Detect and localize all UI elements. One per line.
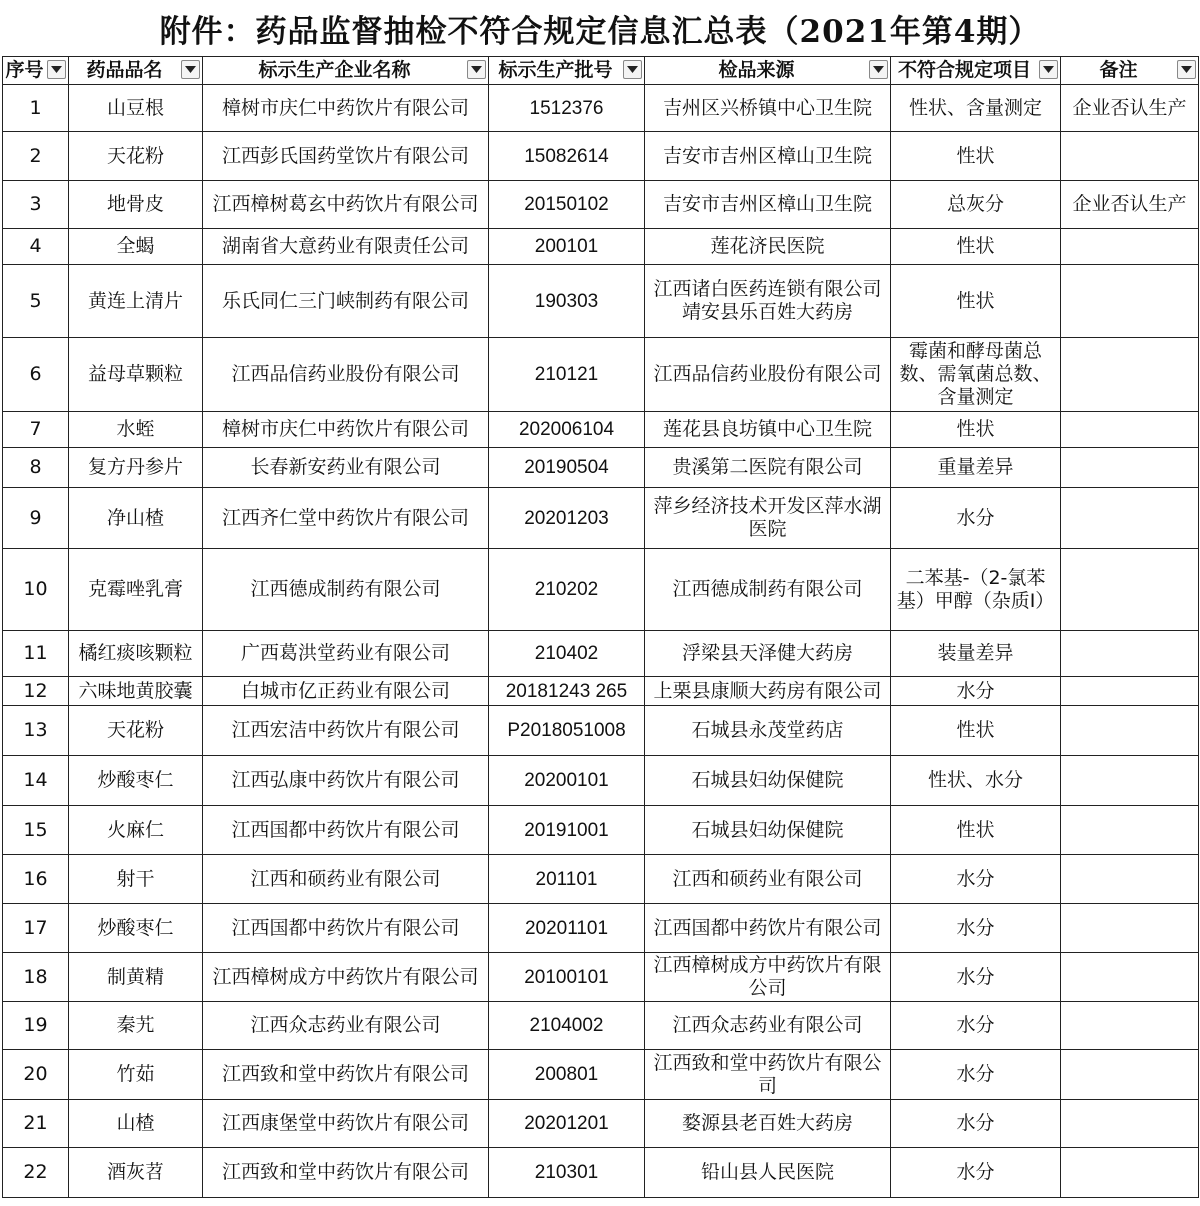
sample-source-cell[interactable]: 莲花济民医院: [645, 229, 891, 265]
table-row: [3, 181, 1199, 229]
table-row: [3, 1100, 1199, 1148]
row-number-cell[interactable]: 3: [3, 181, 69, 229]
column-header[interactable]: [645, 57, 891, 85]
manufacturer-cell[interactable]: 广西葛洪堂药业有限公司: [203, 631, 489, 677]
remark-cell[interactable]: [1061, 338, 1199, 412]
drug-name-cell[interactable]: 竹茹: [69, 1050, 203, 1100]
failed-item-cell[interactable]: 装量差异: [891, 631, 1061, 677]
drug-name-cell[interactable]: 射干: [69, 855, 203, 904]
failed-item-cell[interactable]: 水分: [891, 488, 1061, 549]
sample-source-cell[interactable]: 铅山县人民医院: [645, 1148, 891, 1198]
filter-dropdown-icon[interactable]: [181, 60, 200, 79]
failed-item-cell[interactable]: 重量差异: [891, 448, 1061, 488]
table-row: [3, 1050, 1199, 1100]
column-header-label: 标示生产企业名称: [258, 59, 411, 81]
row-number-cell[interactable]: 1: [3, 85, 69, 132]
sample-source-cell[interactable]: 吉安市吉州区樟山卫生院: [645, 132, 891, 181]
manufacturer-cell[interactable]: 江西致和堂中药饮片有限公司: [203, 1148, 489, 1198]
failed-item-cell[interactable]: 总灰分: [891, 181, 1061, 229]
batch-number-cell[interactable]: 20201201: [489, 1100, 645, 1148]
drug-name-cell[interactable]: 黄连上清片: [69, 265, 203, 338]
page-title: 附件：药品监督抽检不符合规定信息汇总表（2021年第4期）: [159, 13, 1041, 50]
batch-number-cell[interactable]: 20201101: [489, 904, 645, 953]
failed-item-cell[interactable]: 性状: [891, 706, 1061, 756]
manufacturer-cell[interactable]: 湖南省大意药业有限责任公司: [203, 229, 489, 265]
table-row: [3, 488, 1199, 549]
filter-dropdown-icon[interactable]: [869, 60, 888, 79]
row-number-cell[interactable]: 7: [3, 412, 69, 448]
drug-name-cell[interactable]: 全蝎: [69, 229, 203, 265]
column-header[interactable]: [3, 57, 69, 85]
batch-number-cell[interactable]: 20181243 265: [489, 677, 645, 706]
drug-name-cell[interactable]: 地骨皮: [69, 181, 203, 229]
drug-name-cell[interactable]: 六味地黄胶囊: [69, 677, 203, 706]
remark-cell[interactable]: [1061, 904, 1199, 953]
column-header-label: 检品来源: [718, 59, 795, 81]
data-table: [2, 56, 1199, 1198]
column-header[interactable]: [891, 57, 1061, 85]
sample-source-cell[interactable]: 贵溪第二医院有限公司: [645, 448, 891, 488]
row-number-cell[interactable]: 9: [3, 488, 69, 549]
filter-dropdown-icon[interactable]: [1039, 60, 1058, 79]
remark-cell[interactable]: 企业否认生产: [1061, 85, 1199, 132]
failed-item-cell[interactable]: 水分: [891, 855, 1061, 904]
drug-name-cell[interactable]: 橘红痰咳颗粒: [69, 631, 203, 677]
manufacturer-cell[interactable]: 江西致和堂中药饮片有限公司: [203, 1050, 489, 1100]
drug-name-cell[interactable]: 秦艽: [69, 1002, 203, 1050]
column-header-label: 标示生产批号: [498, 59, 613, 81]
remark-cell[interactable]: [1061, 677, 1199, 706]
manufacturer-cell[interactable]: 乐氏同仁三门峡制药有限公司: [203, 265, 489, 338]
manufacturer-cell[interactable]: 樟树市庆仁中药饮片有限公司: [203, 412, 489, 448]
manufacturer-cell[interactable]: 樟树市庆仁中药饮片有限公司: [203, 85, 489, 132]
table-row: [3, 631, 1199, 677]
remark-cell[interactable]: [1061, 549, 1199, 631]
manufacturer-cell[interactable]: 江西国都中药饮片有限公司: [203, 904, 489, 953]
table-row: [3, 904, 1199, 953]
row-number-cell[interactable]: 2: [3, 132, 69, 181]
table-row: [3, 412, 1199, 448]
manufacturer-cell[interactable]: 江西宏洁中药饮片有限公司: [203, 706, 489, 756]
batch-number-cell[interactable]: 20191001: [489, 806, 645, 855]
sample-source-cell[interactable]: 石城县妇幼保健院: [645, 806, 891, 855]
failed-item-cell[interactable]: 水分: [891, 1148, 1061, 1198]
drug-name-cell[interactable]: 炒酸枣仁: [69, 904, 203, 953]
batch-number-cell[interactable]: 202006104: [489, 412, 645, 448]
row-number-cell[interactable]: 22: [3, 1148, 69, 1198]
drug-name-cell[interactable]: 天花粉: [69, 706, 203, 756]
manufacturer-cell[interactable]: 江西和硕药业有限公司: [203, 855, 489, 904]
row-number-cell[interactable]: 15: [3, 806, 69, 855]
failed-item-cell[interactable]: 水分: [891, 1100, 1061, 1148]
batch-number-cell[interactable]: 200101: [489, 229, 645, 265]
row-number-cell[interactable]: 17: [3, 904, 69, 953]
batch-number-cell[interactable]: 210202: [489, 549, 645, 631]
header-row: [3, 57, 1199, 85]
row-number-cell[interactable]: 21: [3, 1100, 69, 1148]
drug-name-cell[interactable]: 炒酸枣仁: [69, 756, 203, 806]
table-row: [3, 953, 1199, 1002]
batch-number-cell[interactable]: 2104002: [489, 1002, 645, 1050]
table-row: [3, 448, 1199, 488]
failed-item-cell[interactable]: 性状: [891, 132, 1061, 181]
filter-dropdown-icon[interactable]: [467, 60, 486, 79]
remark-cell[interactable]: 企业否认生产: [1061, 181, 1199, 229]
filter-dropdown-icon[interactable]: [623, 60, 642, 79]
sample-source-cell[interactable]: 江西国都中药饮片有限公司: [645, 904, 891, 953]
drug-name-cell[interactable]: 山楂: [69, 1100, 203, 1148]
remark-cell[interactable]: [1061, 1100, 1199, 1148]
column-header[interactable]: [203, 57, 489, 85]
drug-name-cell[interactable]: 净山楂: [69, 488, 203, 549]
sample-source-cell[interactable]: 江西诸白医药连锁有限公司靖安县乐百姓大药房: [645, 265, 891, 338]
manufacturer-cell[interactable]: 江西品信药业股份有限公司: [203, 338, 489, 412]
remark-cell[interactable]: [1061, 855, 1199, 904]
row-number-cell[interactable]: 20: [3, 1050, 69, 1100]
table-row: [3, 677, 1199, 706]
remark-cell[interactable]: [1061, 488, 1199, 549]
column-header-label: 药品品名: [86, 59, 163, 81]
failed-item-cell[interactable]: 性状、含量测定: [891, 85, 1061, 132]
sample-source-cell[interactable]: 萍乡经济技术开发区萍水湖医院: [645, 488, 891, 549]
batch-number-cell[interactable]: 210301: [489, 1148, 645, 1198]
row-number-cell[interactable]: 14: [3, 756, 69, 806]
table-row: [3, 265, 1199, 338]
manufacturer-cell[interactable]: 江西康堡堂中药饮片有限公司: [203, 1100, 489, 1148]
drug-name-cell[interactable]: 克霉唑乳膏: [69, 549, 203, 631]
table-body: [3, 85, 1199, 1198]
manufacturer-cell[interactable]: 江西樟树葛玄中药饮片有限公司: [203, 181, 489, 229]
drug-name-cell[interactable]: 酒灰苕: [69, 1148, 203, 1198]
row-number-cell[interactable]: 19: [3, 1002, 69, 1050]
sample-source-cell[interactable]: 石城县永茂堂药店: [645, 706, 891, 756]
batch-number-cell[interactable]: 20200101: [489, 756, 645, 806]
column-header[interactable]: [1061, 57, 1199, 85]
column-header-label: 备注: [1099, 59, 1138, 81]
drug-name-cell[interactable]: 水蛭: [69, 412, 203, 448]
failed-item-cell[interactable]: 霉菌和酵母菌总数、需氧菌总数、含量测定: [891, 338, 1061, 412]
row-number-cell[interactable]: 11: [3, 631, 69, 677]
table-row: [3, 706, 1199, 756]
sample-source-cell[interactable]: 江西致和堂中药饮片有限公司: [645, 1050, 891, 1100]
batch-number-cell[interactable]: 210402: [489, 631, 645, 677]
batch-number-cell[interactable]: 210121: [489, 338, 645, 412]
row-number-cell[interactable]: 4: [3, 229, 69, 265]
sample-source-cell[interactable]: 吉州区兴桥镇中心卫生院: [645, 85, 891, 132]
sample-source-cell[interactable]: 石城县妇幼保健院: [645, 756, 891, 806]
table-row: [3, 806, 1199, 855]
sample-source-cell[interactable]: 莲花县良坊镇中心卫生院: [645, 412, 891, 448]
drug-name-cell[interactable]: 火麻仁: [69, 806, 203, 855]
batch-number-cell[interactable]: 20150102: [489, 181, 645, 229]
failed-item-cell[interactable]: 水分: [891, 677, 1061, 706]
batch-number-cell[interactable]: 1512376: [489, 85, 645, 132]
batch-number-cell[interactable]: 200801: [489, 1050, 645, 1100]
row-number-cell[interactable]: 8: [3, 448, 69, 488]
sample-source-cell[interactable]: 吉安市吉州区樟山卫生院: [645, 181, 891, 229]
failed-item-cell[interactable]: 性状: [891, 265, 1061, 338]
table-row: [3, 549, 1199, 631]
column-header-label: 不符合规定项目: [897, 59, 1031, 81]
manufacturer-cell[interactable]: 江西众志药业有限公司: [203, 1002, 489, 1050]
failed-item-cell[interactable]: 水分: [891, 1002, 1061, 1050]
drug-name-cell[interactable]: 复方丹参片: [69, 448, 203, 488]
sample-source-cell[interactable]: 江西众志药业有限公司: [645, 1002, 891, 1050]
remark-cell[interactable]: [1061, 631, 1199, 677]
drug-name-cell[interactable]: 制黄精: [69, 953, 203, 1002]
manufacturer-cell[interactable]: 江西樟树成方中药饮片有限公司: [203, 953, 489, 1002]
manufacturer-cell[interactable]: 江西德成制药有限公司: [203, 549, 489, 631]
sample-source-cell[interactable]: 浮梁县天泽健大药房: [645, 631, 891, 677]
manufacturer-cell[interactable]: 长春新安药业有限公司: [203, 448, 489, 488]
sample-source-cell[interactable]: 上栗县康顺大药房有限公司: [645, 677, 891, 706]
row-number-cell[interactable]: 12: [3, 677, 69, 706]
table-row: [3, 1002, 1199, 1050]
failed-item-cell[interactable]: 性状: [891, 412, 1061, 448]
failed-item-cell[interactable]: 性状: [891, 806, 1061, 855]
failed-item-cell[interactable]: 性状: [891, 229, 1061, 265]
sample-source-cell[interactable]: 江西品信药业股份有限公司: [645, 338, 891, 412]
manufacturer-cell[interactable]: 江西弘康中药饮片有限公司: [203, 756, 489, 806]
remark-cell[interactable]: [1061, 1148, 1199, 1198]
column-header[interactable]: [489, 57, 645, 85]
table-row: [3, 855, 1199, 904]
row-number-cell[interactable]: 13: [3, 706, 69, 756]
drug-name-cell[interactable]: 益母草颗粒: [69, 338, 203, 412]
drug-name-cell[interactable]: 天花粉: [69, 132, 203, 181]
sample-source-cell[interactable]: 江西樟树成方中药饮片有限公司: [645, 953, 891, 1002]
manufacturer-cell[interactable]: 江西国都中药饮片有限公司: [203, 806, 489, 855]
remark-cell[interactable]: [1061, 132, 1199, 181]
table-row: [3, 338, 1199, 412]
manufacturer-cell[interactable]: 江西齐仁堂中药饮片有限公司: [203, 488, 489, 549]
batch-number-cell[interactable]: 20201203: [489, 488, 645, 549]
sample-source-cell[interactable]: 婺源县老百姓大药房: [645, 1100, 891, 1148]
failed-item-cell[interactable]: 水分: [891, 1050, 1061, 1100]
batch-number-cell[interactable]: 190303: [489, 265, 645, 338]
table-row: [3, 756, 1199, 806]
remark-cell[interactable]: [1061, 953, 1199, 1002]
remark-cell[interactable]: [1061, 706, 1199, 756]
remark-cell[interactable]: [1061, 229, 1199, 265]
manufacturer-cell[interactable]: 江西彭氏国药堂饮片有限公司: [203, 132, 489, 181]
row-number-cell[interactable]: 6: [3, 338, 69, 412]
row-number-cell[interactable]: 10: [3, 549, 69, 631]
failed-item-cell[interactable]: 水分: [891, 904, 1061, 953]
filter-dropdown-icon[interactable]: [47, 60, 66, 79]
row-number-cell[interactable]: 18: [3, 953, 69, 1002]
column-header[interactable]: [69, 57, 203, 85]
batch-number-cell[interactable]: 20190504: [489, 448, 645, 488]
sample-source-cell[interactable]: 江西和硕药业有限公司: [645, 855, 891, 904]
batch-number-cell[interactable]: P2018051008: [489, 706, 645, 756]
column-header-label: 序号: [5, 59, 44, 81]
failed-item-cell[interactable]: 性状、水分: [891, 756, 1061, 806]
batch-number-cell[interactable]: 20100101: [489, 953, 645, 1002]
batch-number-cell[interactable]: 201101: [489, 855, 645, 904]
table-row: [3, 132, 1199, 181]
remark-cell[interactable]: [1061, 448, 1199, 488]
remark-cell[interactable]: [1061, 756, 1199, 806]
drug-name-cell[interactable]: 山豆根: [69, 85, 203, 132]
table-row: [3, 85, 1199, 132]
failed-item-cell[interactable]: 二苯基-（2-氯苯基）甲醇（杂质Ⅰ）: [891, 549, 1061, 631]
batch-number-cell[interactable]: 15082614: [489, 132, 645, 181]
table-row: [3, 1148, 1199, 1198]
remark-cell[interactable]: [1061, 1002, 1199, 1050]
remark-cell[interactable]: [1061, 806, 1199, 855]
failed-item-cell[interactable]: 水分: [891, 953, 1061, 1002]
table-row: [3, 229, 1199, 265]
remark-cell[interactable]: [1061, 265, 1199, 338]
remark-cell[interactable]: [1061, 1050, 1199, 1100]
filter-dropdown-icon[interactable]: [1177, 60, 1196, 79]
remark-cell[interactable]: [1061, 412, 1199, 448]
sample-source-cell[interactable]: 江西德成制药有限公司: [645, 549, 891, 631]
manufacturer-cell[interactable]: 白城市亿正药业有限公司: [203, 677, 489, 706]
row-number-cell[interactable]: 16: [3, 855, 69, 904]
row-number-cell[interactable]: 5: [3, 265, 69, 338]
